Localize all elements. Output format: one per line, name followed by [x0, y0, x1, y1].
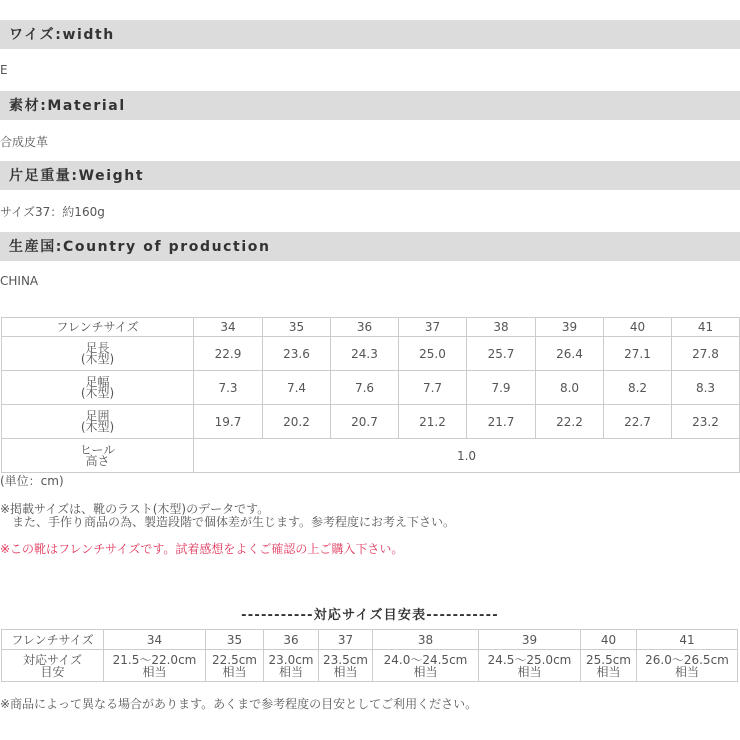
foot-width-row [2, 371, 740, 405]
cell-line2: 相当 [674, 664, 699, 679]
cell-line2: 相当 [333, 664, 358, 679]
correspondence-size-cell: 34 [104, 630, 206, 650]
foot-girth-row [2, 405, 740, 439]
correspondence-header-row [2, 630, 738, 650]
width-value: E [0, 63, 8, 77]
table-cell: 22.7 [604, 405, 672, 439]
cell-line1: 23.5cm [322, 652, 368, 667]
unit-note: (単位：cm) [0, 474, 64, 488]
table-cell: 7.9 [467, 371, 536, 405]
table-cell: 23.6 [263, 337, 331, 371]
table-cell: 7.6 [331, 371, 399, 405]
row-label [2, 405, 194, 439]
correspondence-cell [637, 650, 738, 682]
cell-line1: 23.0cm [268, 652, 314, 667]
table-cell: 7.7 [399, 371, 467, 405]
correspondence-size-cell: 39 [479, 630, 581, 650]
correspondence-cell [319, 650, 373, 682]
heel-height-value: 1.0 [194, 439, 740, 473]
table-cell: 27.8 [672, 337, 740, 371]
section-title-material: 素材:Material [9, 98, 126, 114]
size-note-line2: また、手作り商品の為、製造段階で個体差が生じます。参考程度にお考え下さい。 [0, 515, 456, 529]
size-header-row [2, 318, 740, 337]
cell-line2: 相当 [517, 664, 542, 679]
table-cell: 22.9 [194, 337, 263, 371]
row-label [2, 439, 194, 473]
french-size-warning: ※この靴はフレンチサイズです。試着感想をよくご確認の上ご購入下さい。 [0, 542, 404, 556]
section-title-country: 生産国:Country of production [9, 239, 271, 255]
size-header-cell: 38 [467, 318, 536, 337]
cell-line1: 26.0～26.5cm [645, 652, 729, 667]
row-label [2, 337, 194, 371]
footer-note: ※商品によって異なる場合があります。あくまで参考程度の目安としてご利用ください。 [0, 697, 478, 711]
cell-line2: 相当 [142, 664, 167, 679]
correspondence-table [1, 629, 738, 682]
correspondence-cell [581, 650, 637, 682]
correspondence-cell [104, 650, 206, 682]
table-cell: 7.4 [263, 371, 331, 405]
correspondence-size-cell: 35 [206, 630, 264, 650]
correspondence-header-label: フレンチサイズ [2, 630, 104, 650]
correspondence-cell [373, 650, 479, 682]
correspondence-size-cell: 36 [264, 630, 319, 650]
table-cell: 8.2 [604, 371, 672, 405]
correspondence-value-row [2, 650, 738, 682]
size-header-cell: 35 [263, 318, 331, 337]
table-cell: 8.0 [536, 371, 604, 405]
section-bar-width [0, 20, 740, 49]
table-cell: 26.4 [536, 337, 604, 371]
correspondence-row-label [2, 650, 104, 682]
table-cell: 19.7 [194, 405, 263, 439]
cell-line2: 相当 [278, 664, 303, 679]
size-header-cell: 34 [194, 318, 263, 337]
table-cell: 25.0 [399, 337, 467, 371]
heel-height-row [2, 439, 740, 473]
weight-value: サイズ37：約160g [0, 205, 105, 219]
row-label-line2: (木型) [80, 351, 115, 366]
section-bar-material [0, 91, 740, 120]
size-header-cell: 40 [604, 318, 672, 337]
cell-line2: 相当 [596, 664, 621, 679]
cell-line2: 相当 [413, 664, 438, 679]
country-value: CHINA [0, 274, 39, 288]
row-label-line1: 足幅 [85, 374, 110, 389]
cell-line1: 24.0～24.5cm [383, 652, 468, 667]
table-cell: 25.7 [467, 337, 536, 371]
correspondence-cell [264, 650, 319, 682]
section-title-weight: 片足重量:Weight [9, 168, 145, 184]
table-cell: 23.2 [672, 405, 740, 439]
size-header-cell: 39 [536, 318, 604, 337]
row-label-line1: 足長 [85, 340, 110, 355]
correspondence-title: -----------対応サイズ目安表----------- [241, 608, 499, 623]
correspondence-cell [479, 650, 581, 682]
size-header-label: フレンチサイズ [2, 318, 194, 337]
row-label-line1: 対応サイズ [22, 652, 83, 667]
row-label [2, 371, 194, 405]
table-cell: 8.3 [672, 371, 740, 405]
cell-line2: 相当 [222, 664, 247, 679]
cell-line1: 24.5～25.0cm [487, 652, 572, 667]
size-header-cell: 36 [331, 318, 399, 337]
row-label-line2: (木型) [80, 419, 115, 434]
table-cell: 20.7 [331, 405, 399, 439]
correspondence-size-cell: 41 [637, 630, 738, 650]
section-bar-country [0, 232, 740, 261]
foot-length-row [2, 337, 740, 371]
row-label-line1: ヒール [79, 442, 116, 457]
correspondence-cell [206, 650, 264, 682]
row-label-line2: 高さ [85, 453, 110, 468]
table-cell: 27.1 [604, 337, 672, 371]
row-label-line2: 目安 [40, 664, 65, 679]
size-note-line1: ※掲載サイズは、靴のラスト(木型)のデータです。 [0, 502, 270, 516]
table-cell: 24.3 [331, 337, 399, 371]
table-cell: 21.7 [467, 405, 536, 439]
table-cell: 20.2 [263, 405, 331, 439]
table-cell: 7.3 [194, 371, 263, 405]
table-cell: 21.2 [399, 405, 467, 439]
section-bar-weight [0, 161, 740, 190]
cell-line1: 25.5cm [585, 652, 631, 667]
row-label-line1: 足囲 [85, 408, 110, 423]
correspondence-size-cell: 40 [581, 630, 637, 650]
row-label-line2: (木型) [80, 385, 115, 400]
material-value: 合成皮革 [0, 135, 49, 149]
size-table [1, 317, 740, 473]
table-cell: 22.2 [536, 405, 604, 439]
cell-line1: 22.5cm [211, 652, 257, 667]
cell-line1: 21.5～22.0cm [112, 652, 197, 667]
correspondence-size-cell: 37 [319, 630, 373, 650]
correspondence-size-cell: 38 [373, 630, 479, 650]
section-title-width: ワイズ:width [9, 27, 115, 43]
size-header-cell: 41 [672, 318, 740, 337]
size-header-cell: 37 [399, 318, 467, 337]
